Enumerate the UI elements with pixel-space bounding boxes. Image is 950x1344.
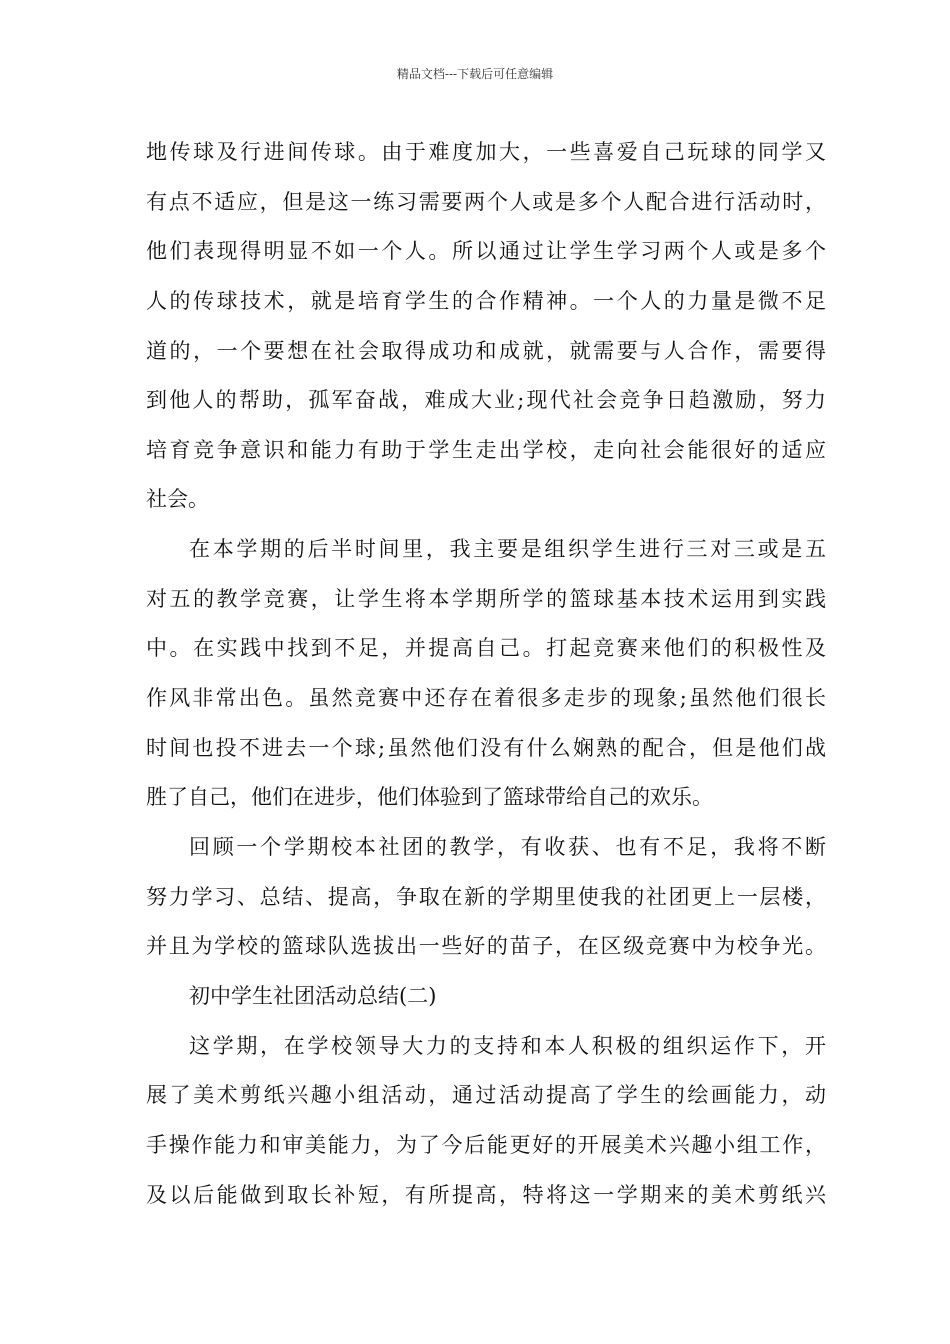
section-heading: 初中学生社团活动总结(二) bbox=[189, 984, 437, 1008]
paragraph-start-line: 回顾一个学期校本社团的教学，有收获、也有不足，我将不断 bbox=[189, 835, 826, 859]
text-line: 对五的教学竞赛，让学生将本学期所学的篮球基本技术运用到实践 bbox=[146, 587, 826, 611]
paragraph-start-line: 这学期，在学校领导大力的支持和本人积极的组织运作下，开 bbox=[189, 1034, 826, 1058]
text-line: 及以后能做到取长补短，有所提高，特将这一学期来的美术剪纸兴 bbox=[146, 1183, 826, 1207]
text-line: 作风非常出色。虽然竞赛中还存在着很多走步的现象;虽然他们很长 bbox=[146, 686, 826, 710]
text-line: 道的，一个要想在社会取得成功和成就，就需要与人合作，需要得 bbox=[146, 339, 826, 363]
text-line: 时间也投不进去一个球;虽然他们没有什么娴熟的配合，但是他们战 bbox=[146, 736, 826, 760]
text-line: 社会。 bbox=[146, 487, 209, 511]
text-line: 手操作能力和审美能力，为了今后能更好的开展美术兴趣小组工作， bbox=[146, 1133, 826, 1157]
text-line: 有点不适应，但是这一练习需要两个人或是多个人配合进行活动时， bbox=[146, 190, 826, 214]
text-line: 中。在实践中找到不足，并提高自己。打起竞赛来他们的积极性及 bbox=[146, 636, 826, 660]
text-line: 到他人的帮助，孤军奋战，难成大业;现代社会竞争日趋激励，努力 bbox=[146, 388, 826, 412]
text-line: 他们表现得明显不如一个人。所以通过让学生学习两个人或是多个 bbox=[146, 239, 826, 263]
text-line: 地传球及行进间传球。由于难度加大，一些喜爱自己玩球的同学又 bbox=[146, 140, 826, 164]
text-line: 培育竞争意识和能力有助于学生走出学校，走向社会能很好的适应 bbox=[146, 438, 826, 462]
paragraph-start-line: 在本学期的后半时间里，我主要是组织学生进行三对三或是五 bbox=[189, 537, 826, 561]
page-header: 精品文档---下载后可任意编辑 bbox=[396, 67, 554, 81]
text-line: 展了美术剪纸兴趣小组活动，通过活动提高了学生的绘画能力，动 bbox=[146, 1083, 826, 1107]
text-line: 人的传球技术，就是培育学生的合作精神。一个人的力量是微不足 bbox=[146, 289, 826, 313]
text-line: 努力学习、总结、提高，争取在新的学期里使我的社团更上一层楼， bbox=[146, 885, 826, 909]
text-line: 胜了自己，他们在进步，他们体验到了篮球带给自己的欢乐。 bbox=[146, 785, 713, 809]
text-line: 并且为学校的篮球队选拔出一些好的苗子，在区级竞赛中为校争光。 bbox=[146, 934, 826, 958]
